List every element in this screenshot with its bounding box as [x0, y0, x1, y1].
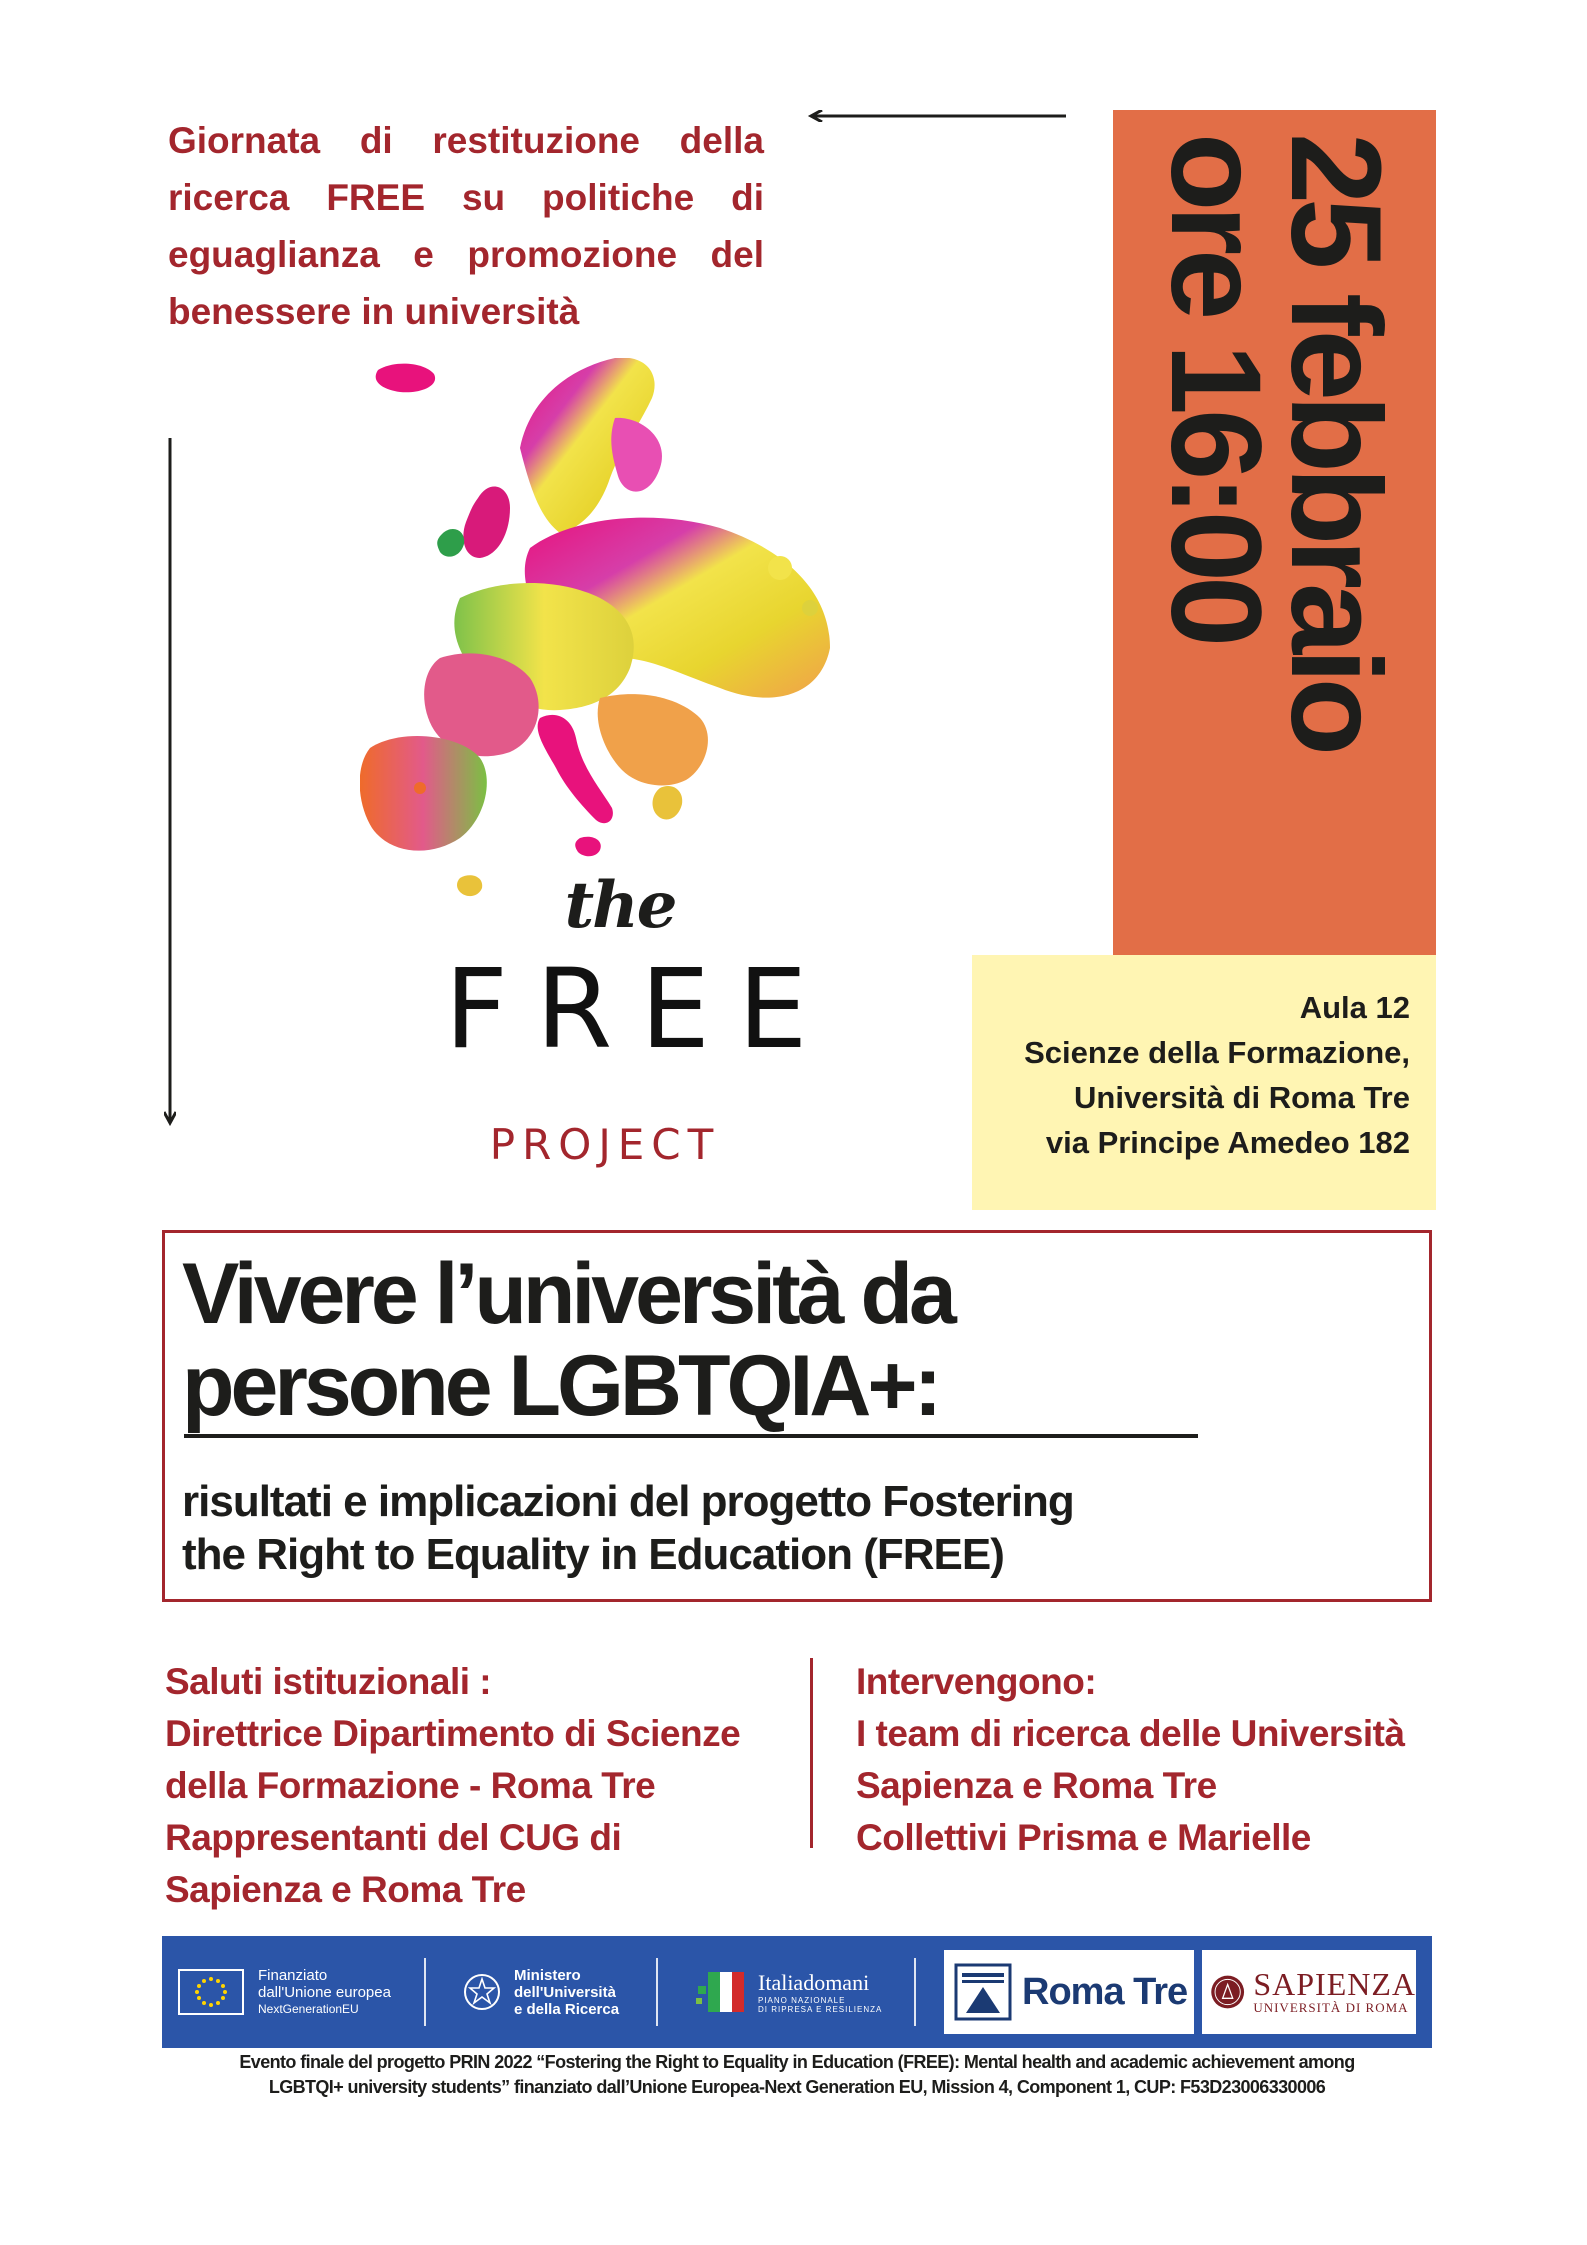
speakers-section	[856, 1656, 1456, 1864]
event-title	[182, 1248, 1262, 1432]
logo-separator	[914, 1958, 916, 2026]
logo-project-word: PROJECT	[489, 1120, 721, 1169]
greetings-line: Direttrice Dipartimento di Scienze	[165, 1713, 741, 1754]
venue-address: via Principe Amedeo 182	[1045, 1125, 1410, 1160]
sponsor-logos-bar	[162, 1936, 1432, 2048]
eu-logo	[178, 1936, 391, 2048]
sapienza-label: SAPIENZA	[1253, 1966, 1416, 2002]
italiadomani-sub2: DI RIPRESA E RESILIENZA	[758, 2005, 883, 2014]
sapienza-seal-icon	[1210, 1962, 1245, 2022]
eu-flag-icon	[178, 1969, 244, 2015]
event-date: 25 febbraio	[1263, 132, 1407, 750]
speakers-line: Collettivi Prisma e Marielle	[856, 1817, 1311, 1858]
arrow-left-icon	[806, 110, 1066, 122]
romatre-label: Roma Tre	[1022, 1970, 1188, 2013]
romatre-logo	[944, 1950, 1194, 2034]
title-underline	[184, 1434, 1198, 1438]
footer-line1: Evento finale del progetto PRIN 2022 “Fostering the Right to Equality in Education (FREE): Mental health and academic achievement among	[239, 2052, 1355, 2072]
funding-footer	[162, 2050, 1432, 2100]
intro-text: Giornata di restituzione della ricerca FREE su politiche di eguaglianza e promozione del benessere in università	[168, 120, 764, 332]
sapienza-sub: UNIVERSITÀ DI ROMA	[1253, 2000, 1409, 2015]
event-title-line1: Vivere l’università da	[182, 1246, 953, 1342]
greetings-line: Sapienza e Roma Tre	[165, 1869, 526, 1910]
europe-map-illustration	[360, 358, 850, 918]
speakers-heading: Intervengono:	[856, 1661, 1097, 1702]
speakers-line: Sapienza e Roma Tre	[856, 1765, 1217, 1806]
venue-department: Scienze della Formazione,	[1024, 1035, 1410, 1070]
eu-text-line1: Finanziato	[258, 1966, 328, 1984]
event-subtitle-line2: the Right to Equality in Education (FREE)	[182, 1530, 1004, 1579]
venue-box	[972, 955, 1436, 1210]
speakers-line: I team di ricerca delle Università	[856, 1713, 1405, 1754]
mur-text-line2: dell'Università	[514, 1983, 616, 2001]
mur-logo	[462, 1936, 619, 2048]
venue-university: Università di Roma Tre	[1074, 1080, 1410, 1115]
logo-the-word: the	[564, 868, 676, 943]
greetings-line: Rappresentanti del CUG di	[165, 1817, 622, 1858]
italian-emblem-icon	[462, 1970, 502, 2014]
eu-text-line3: NextGenerationEU	[258, 2001, 359, 2016]
venue-room: Aula 12	[1299, 990, 1410, 1025]
date-box	[1113, 110, 1436, 955]
event-subtitle-line1: risultati e implicazioni del progetto Fostering	[182, 1477, 1074, 1526]
arrow-down-icon	[164, 438, 176, 1128]
logo-free-word: FREE	[444, 945, 836, 1073]
event-time: ore 16:00	[1143, 132, 1287, 641]
footer-line2: LGBTQI+ university students” finanziato dall’Unione Europea-Next Generation EU, Mission 4, Component 1, CUP: F53D23006330006	[268, 2077, 1326, 2097]
romatre-emblem-icon	[954, 1963, 1012, 2021]
greetings-heading: Saluti istituzionali :	[165, 1661, 492, 1702]
eu-text-line2: dall'Unione europea	[258, 1983, 391, 2001]
italiadomani-logo	[694, 1936, 882, 2048]
mur-text-line3: e della Ricerca	[514, 2000, 620, 2018]
event-subtitle	[182, 1475, 1342, 1581]
greetings-line: della Formazione - Roma Tre	[165, 1765, 656, 1806]
logo-separator	[424, 1958, 426, 2026]
sapienza-logo	[1202, 1950, 1416, 2034]
event-title-line2: persone LGBTQIA+:	[182, 1338, 939, 1434]
column-divider	[810, 1658, 813, 1848]
italia-flag-icon	[694, 1966, 750, 2018]
italiadomani-label: Italiadomani	[758, 1970, 870, 1995]
italiadomani-sub1: PIANO NAZIONALE	[758, 1996, 846, 2005]
mur-text-line1: Ministero	[514, 1966, 581, 1984]
greetings-section	[165, 1656, 785, 1916]
logo-separator	[656, 1958, 658, 2026]
